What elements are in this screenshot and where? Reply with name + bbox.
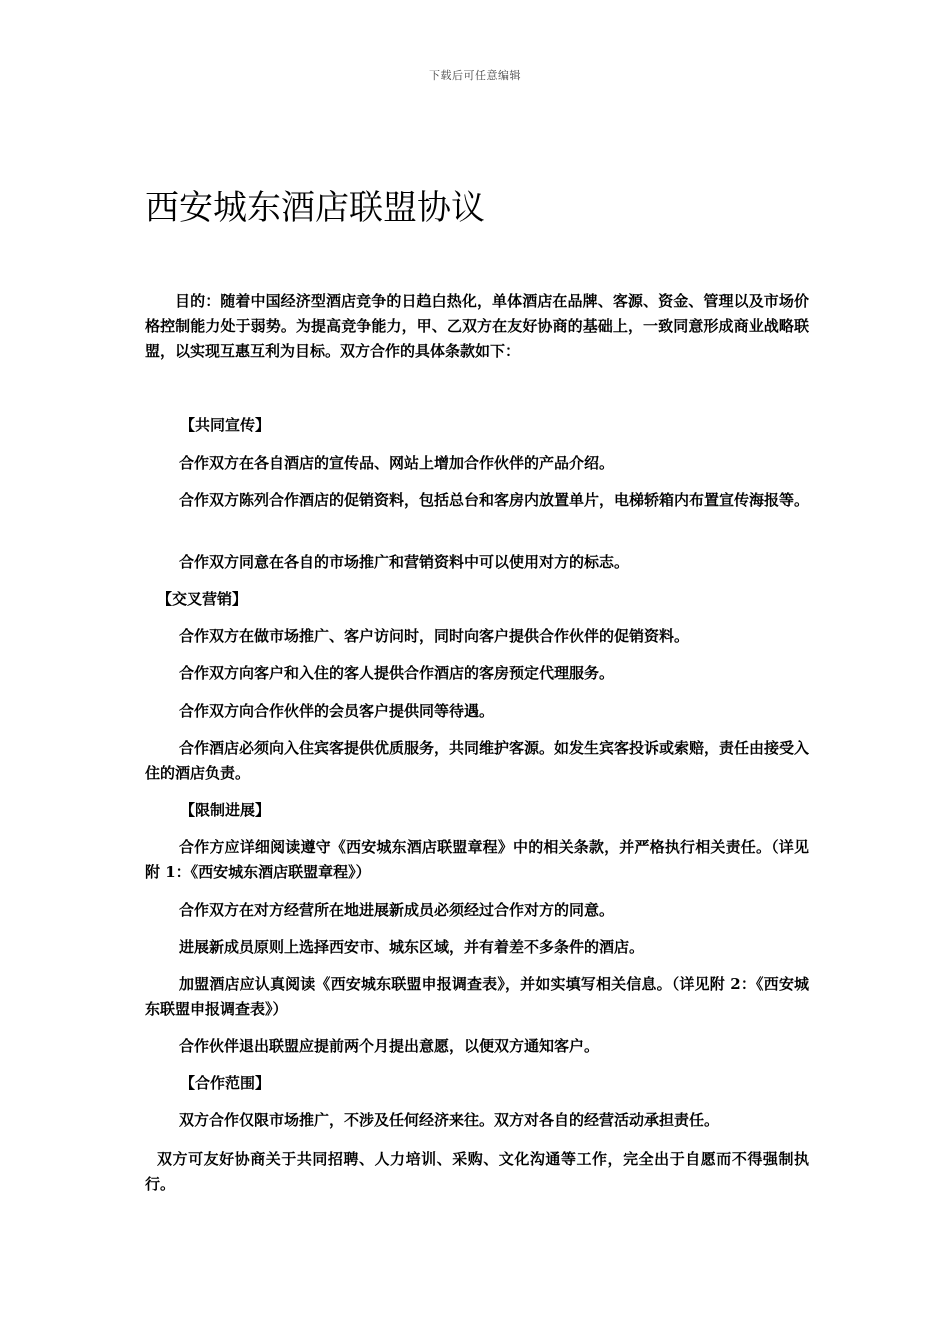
header-note: 下载后可任意编辑 — [429, 69, 521, 82]
list-item: 合作双方在各自酒店的宣传品、网站上增加合作伙伴的产品介绍。 — [179, 454, 615, 472]
intro-paragraph: 目的：随着中国经济型酒店竞争的日趋白热化，单体酒店在品牌、客源、资金、管理以及市场价格控制能力处于弱势。为提高竞争能力，甲、乙双方在友好协商的基础上，一致同意形成商业战略联盟，以实现互惠互利为目标。双方合作的具体条款如下： — [145, 292, 809, 360]
emphasized-text: 西安城东 — [330, 975, 392, 993]
list-item: 合作方应详细阅读遵守《西安城东酒店联盟章程》中的相关条款，并严格执行相关责任。（详见附 1：《西安城东酒店联盟章程》） — [145, 838, 809, 881]
list-item: 合作双方同意在各自的市场推广和营销资料中可以使用对方的标志。 — [179, 553, 630, 571]
text-segment: 联盟申报调查表》，并如实填写相关信息。（详见附 2：《西安城东联盟申报调查表》） — [145, 975, 809, 1018]
list-item-survey-form — [145, 972, 809, 1022]
document-title: 西安城东酒店联盟协议 — [145, 188, 485, 228]
section-heading-joint-promotion: 【共同宣传】 — [180, 416, 271, 434]
list-item: 双方合作仅限市场推广，不涉及任何经济来往。双方对各自的经营活动承担责任。 — [179, 1111, 720, 1129]
section-heading-expansion-limits: 【限制进展】 — [180, 801, 271, 819]
list-item: 合作双方向合作伙伴的会员客户提供同等待遇。 — [179, 702, 495, 720]
section-heading-cross-marketing: 【交叉营销】 — [157, 590, 248, 608]
list-item: 双方可友好协商关于共同招聘、人力培训、采购、文化沟通等工作，完全出于自愿而不得强制执行。 — [145, 1150, 809, 1193]
section-heading-cooperation-scope: 【合作范围】 — [180, 1074, 271, 1092]
list-item: 合作双方陈列合作酒店的促销资料，包括总台和客房内放置单片，电梯轿箱内布置宣传海报等。 — [179, 491, 810, 509]
list-item: 合作双方在对方经营所在地进展新成员必须经过合作对方的同意。 — [179, 901, 615, 919]
list-item: 合作双方向客户和入住的客人提供合作酒店的客房预定代理服务。 — [179, 664, 615, 682]
list-item: 合作伙伴退出联盟应提前两个月提出意愿，以便双方通知客户。 — [179, 1037, 600, 1055]
list-item: 进展新成员原则上选择西安市、城东区域，并有着差不多条件的酒店。 — [179, 938, 645, 956]
list-item: 合作双方在做市场推广、客户访问时，同时向客户提供合作伙伴的促销资料。 — [179, 627, 690, 645]
list-item: 合作酒店必须向入住宾客提供优质服务，共同维护客源。如发生宾客投诉或索赔，责任由接受入住的酒店负责。 — [145, 739, 810, 782]
text-segment: 加盟酒店应认真阅读《 — [179, 975, 331, 993]
